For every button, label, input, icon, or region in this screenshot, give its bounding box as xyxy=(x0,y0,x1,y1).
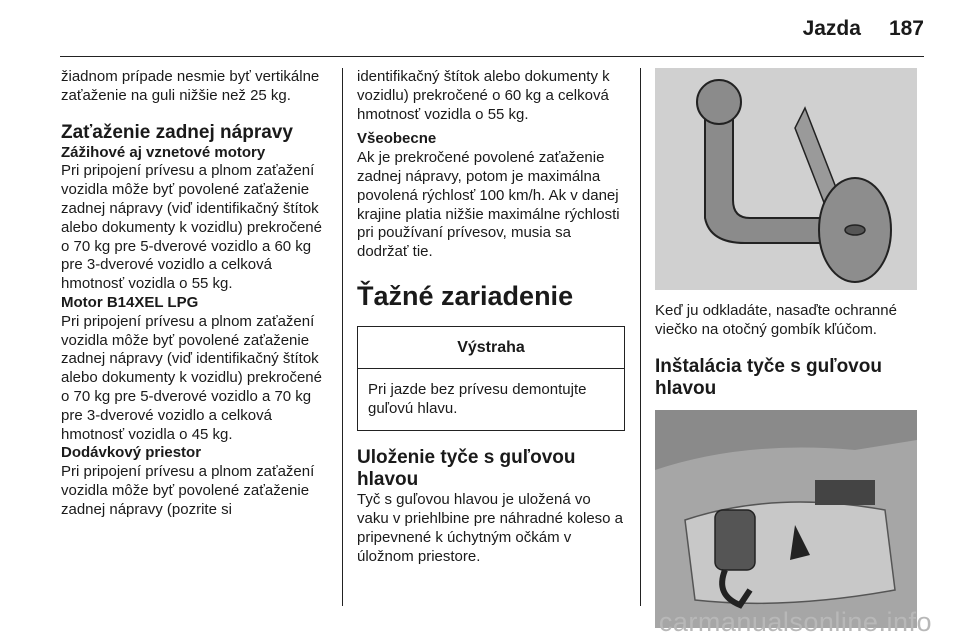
paragraph: Ak je prekročené povolené zaťaženie zadnej nápravy, potom je maximálna povolená rýchlosť 100 km/h. Ak v danej krajine platia nižšie maximálne rýchlosti pri používaní prívesov, musia sa dodržať tie. xyxy=(357,149,620,261)
subheading: Zážihové aj vznetové motory xyxy=(61,143,266,161)
section-heading: Uloženie tyče s guľovou hlavou xyxy=(357,447,576,491)
subheading: Všeobecne xyxy=(357,130,437,148)
paragraph: Pri pripojení prívesu a plnom zaťažení vozidla môže byť povolené zaťaženie zadnej nápravy (pozrite si xyxy=(61,463,315,518)
column-1 xyxy=(61,68,329,520)
page-number: 187 xyxy=(888,17,924,40)
section-title: Jazda xyxy=(802,17,861,40)
paragraph: identifikačný štítok alebo dokumenty k vozidlu) prekročené o 60 kg a celková hmotnosť vozidla o 55 kg. xyxy=(357,68,610,123)
towbar-installation-illustration xyxy=(655,410,917,628)
subheading: Motor B14XEL LPG xyxy=(61,293,199,311)
column-divider xyxy=(342,68,343,606)
paragraph: Pri pripojení prívesu a plnom zaťažení vozidla môže byť povolené zaťaženie zadnej nápravy (viď identifikačný štítok alebo dokumenty k vozidlu) prekročené o 70 kg pre 5-dverové vozidlo a 70 kg pre 3-dverové vozidlo a celková hmotnosť vozidla o 45 kg. xyxy=(61,312,322,443)
towbar-ball-icon xyxy=(655,68,917,290)
towbar-ball-illustration xyxy=(655,68,917,290)
caption-paragraph: Keď ju odkladáte, nasaďte ochranné viečko na otočný gombík kľúčom. xyxy=(655,302,897,338)
section-heading: Inštalácia tyče s guľovou hlavou xyxy=(655,355,882,399)
installation-photo-icon xyxy=(655,410,917,628)
subheading: Dodávkový priestor xyxy=(61,444,202,462)
warning-title: Výstraha xyxy=(358,327,624,369)
page-header xyxy=(803,14,924,44)
watermark: carmanualsonline.info xyxy=(658,607,932,637)
column-divider xyxy=(640,68,641,606)
intro-paragraph: žiadnom prípade nesmie byť vertikálne zaťaženie na guli nižšie než 25 kg. xyxy=(61,68,320,104)
warning-box xyxy=(357,326,625,431)
warning-text: Pri jazde bez prívesu demontujte guľovú hlavu. xyxy=(368,380,587,417)
section-heading: Zaťaženie zadnej nápravy xyxy=(61,121,293,143)
column-3 xyxy=(655,68,923,628)
column-2 xyxy=(357,68,625,567)
paragraph: Pri pripojení prívesu a plnom zaťažení vozidla môže byť povolené zaťaženie zadnej nápravy (viď identifikačný štítok alebo dokumenty k vozidlu) prekročené o 70 kg pre 5-dverové vozidlo a 60 kg pre 3-dverové vozidlo a celková hmotnosť vozidla o 55 kg. xyxy=(61,162,322,293)
paragraph: Tyč s guľovou hlavou je uložená vo vaku v priehlbine pre náhradné koleso a pripevnené k úchytným očkám v úložnom priestore. xyxy=(357,491,624,565)
header-divider xyxy=(60,56,924,57)
chapter-heading: Ťažné zariadenie xyxy=(357,280,574,311)
